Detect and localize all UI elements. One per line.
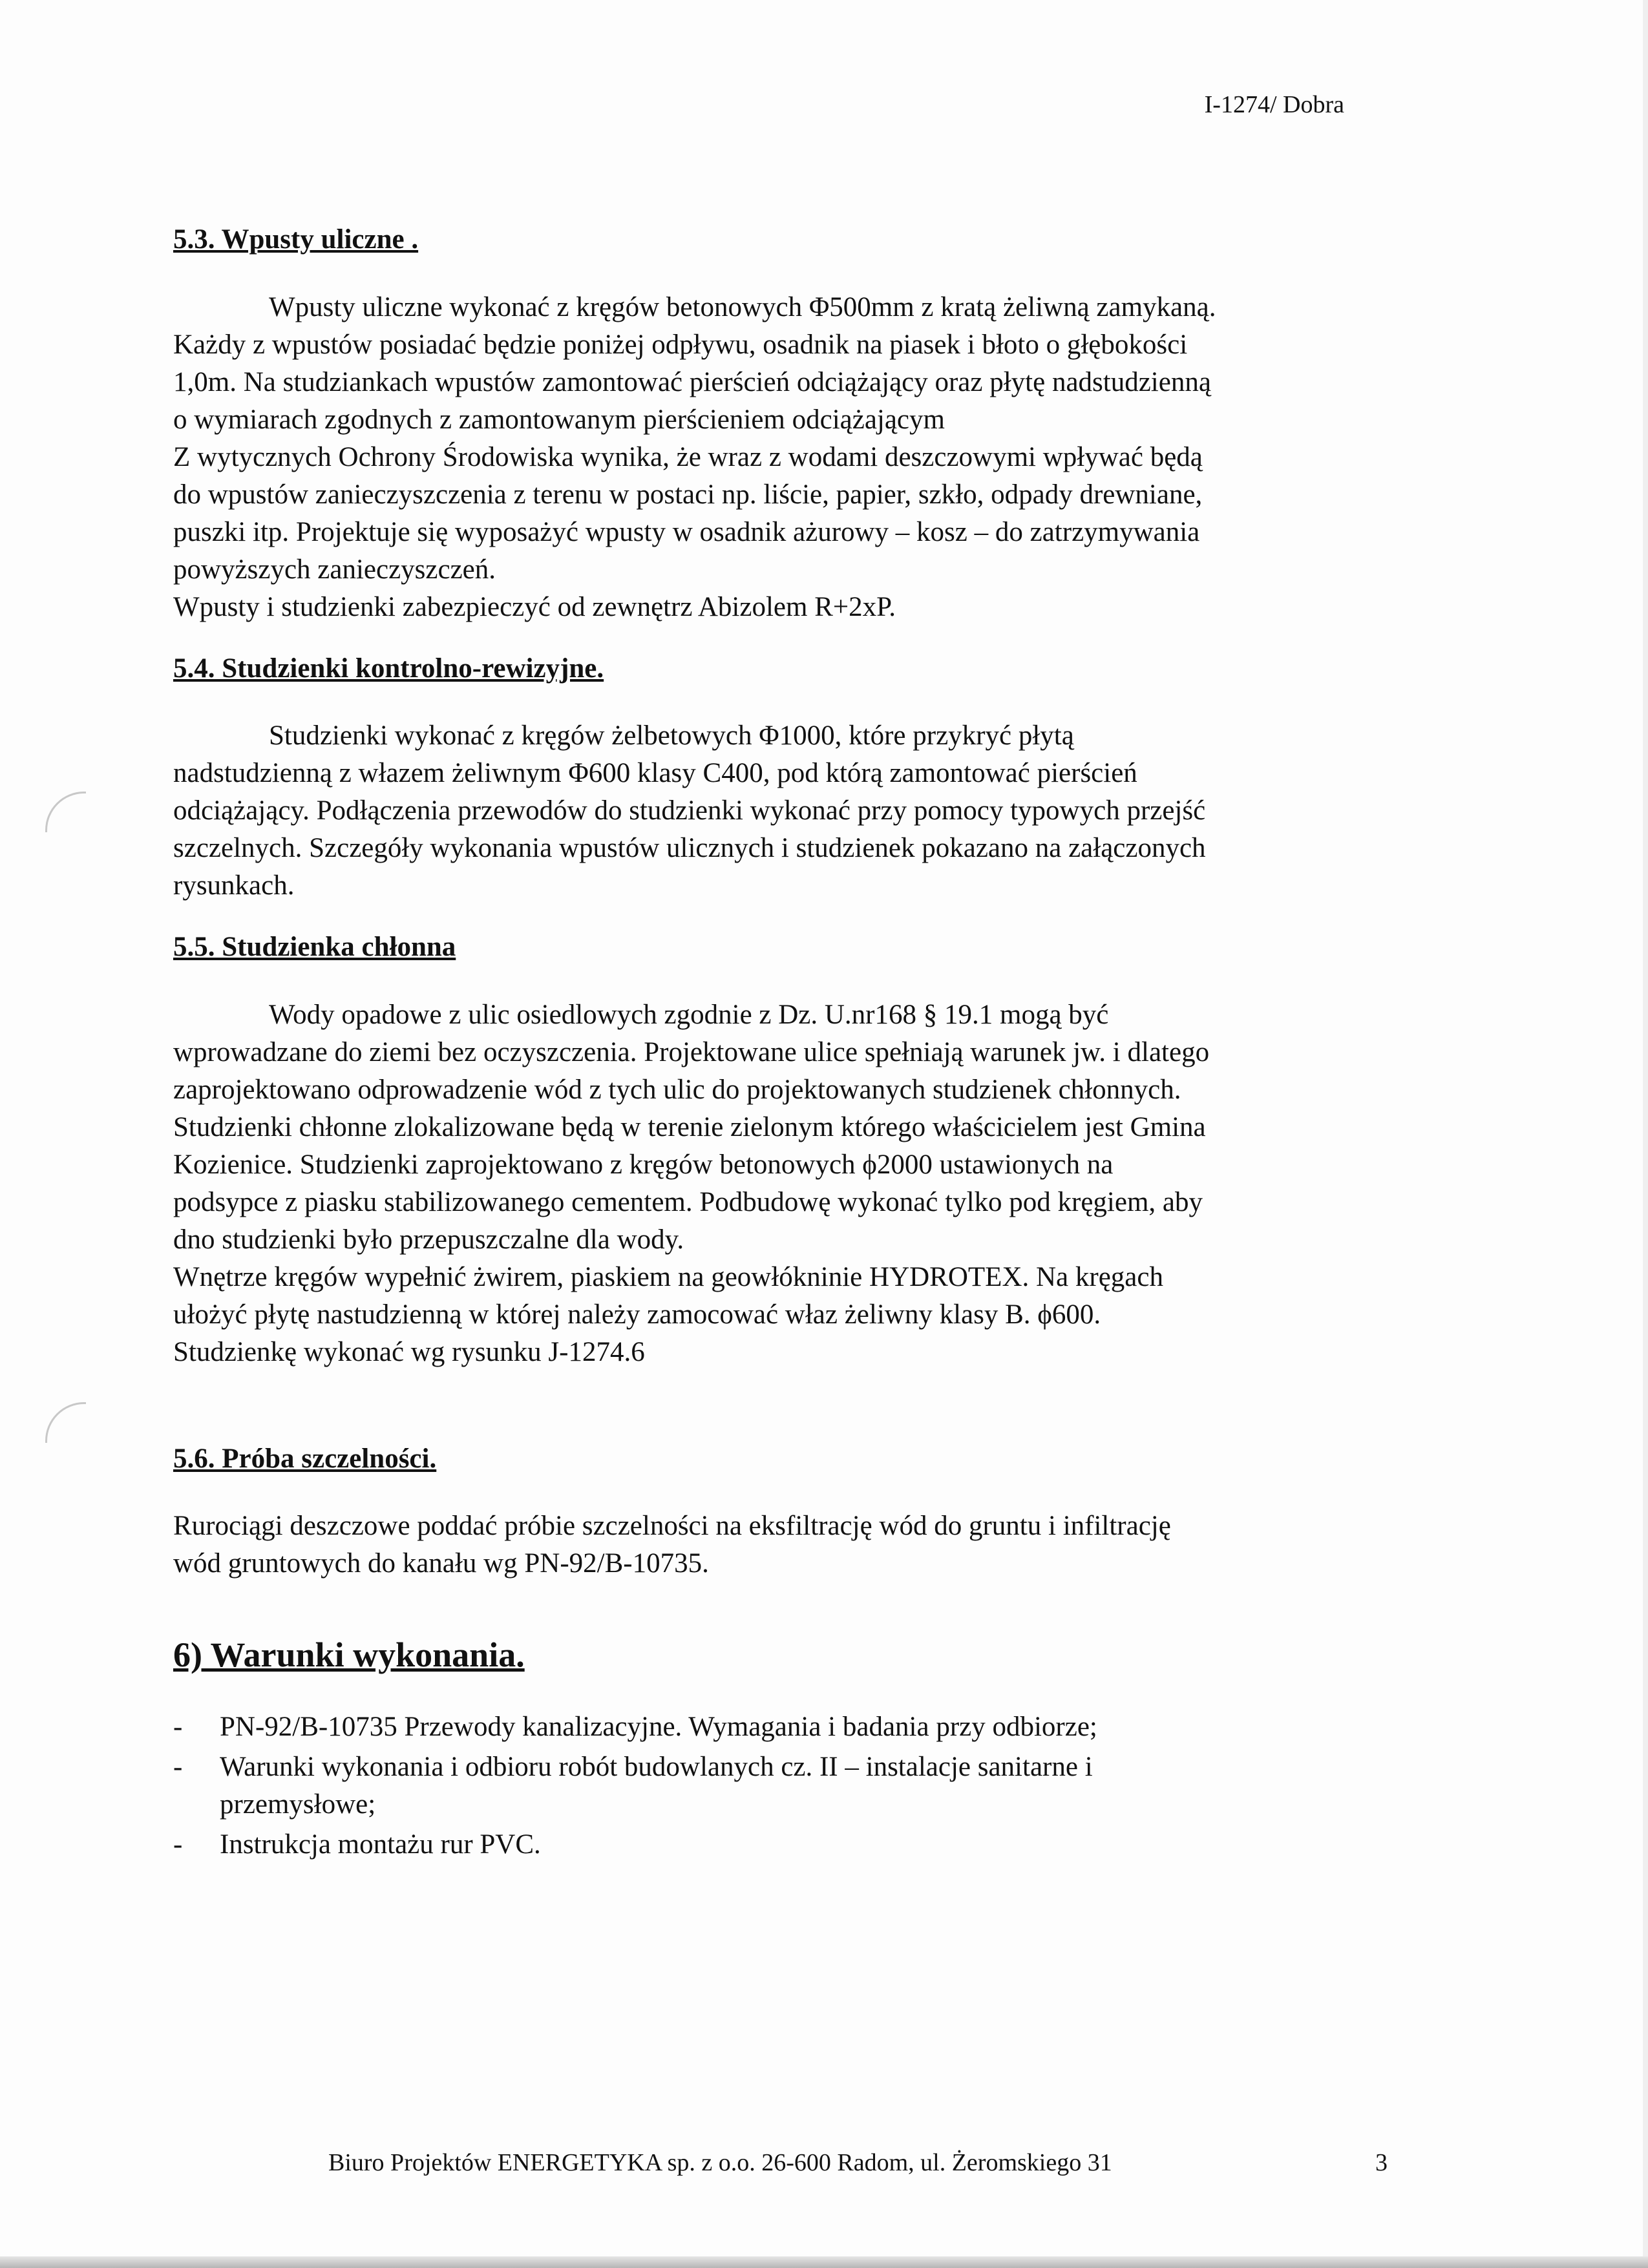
section-body-5-6 xyxy=(173,1507,1395,1582)
paragraph-line: nadstudzienną z włazem żeliwnym Φ600 klasy C400, pod którą zamontować pierścień xyxy=(173,758,1137,789)
list-bullet: - xyxy=(173,1829,183,1860)
paragraph-line: odciążający. Podłączenia przewodów do studzienki wykonać przy pomocy typowych przejść xyxy=(173,795,1206,826)
paragraph-line: Kozienice. Studzienki zaprojektowano z kręgów betonowych ϕ2000 ustawionych na xyxy=(173,1149,1114,1180)
list-item xyxy=(173,1748,1395,1823)
paragraph-line: Każdy z wpustów posiadać będzie poniżej odpływu, osadnik na piasek i błoto o głębokości xyxy=(173,329,1188,360)
paragraph-line: Studzienki chłonne zlokalizowane będą w terenie zielonym którego właścicielem jest Gmina xyxy=(173,1111,1206,1142)
paragraph-line: podsypce z piasku stabilizowanego cementem. Podbudowę wykonać tylko pod kręgiem, aby xyxy=(173,1186,1203,1217)
page-number: 3 xyxy=(1375,2149,1388,2176)
section-heading-5-4: 5.4. Studzienki kontrolno-rewizyjne. xyxy=(173,653,604,684)
paragraph-line: Z wytycznych Ochrony Środowiska wynika, że wraz z wodami deszczowymi wpływać będą xyxy=(173,441,1203,472)
paragraph-line: wprowadzane do ziemi bez oczyszczenia. Projektowane ulice spełniają warunek jw. i dlatego xyxy=(173,1036,1210,1067)
paragraph-line: Wpusty i studzienki zabezpieczyć od zewnętrz Abizolem R+2xP. xyxy=(173,591,896,622)
list-item xyxy=(173,1826,1395,1864)
list-item-text: przemysłowe; xyxy=(220,1789,376,1820)
list-item-text: PN-92/B-10735 Przewody kanalizacyjne. Wymagania i badania przy odbiorze; xyxy=(220,1712,1097,1743)
paragraph-line: o wymiarach zgodnych z zamontowanym pierścieniem odciążającym xyxy=(173,404,945,435)
paragraph-line: do wpustów zanieczyszczenia z terenu w postaci np. liście, papier, szkło, odpady drewniane, xyxy=(173,479,1203,510)
punch-hole-mark xyxy=(45,1402,86,1443)
paragraph-line: powyższych zanieczyszczeń. xyxy=(173,554,496,585)
section-heading-5-5: 5.5. Studzienka chłonna xyxy=(173,932,456,963)
paragraph-line: Wody opadowe z ulic osiedlowych zgodnie z Dz. U.nr168 § 19.1 mogą być xyxy=(269,999,1109,1030)
section-body-5-3 xyxy=(173,289,1395,626)
paragraph-line: Studzienkę wykonać wg rysunku J-1274.6 xyxy=(173,1336,645,1367)
paragraph-line: wód gruntowych do kanału wg PN-92/B-10735. xyxy=(173,1548,709,1579)
scan-edge-right xyxy=(1643,0,1648,2268)
punch-hole-mark xyxy=(45,792,86,832)
section-heading-6: 6) Warunki wykonania. xyxy=(173,1635,525,1675)
paragraph-line: puszki itp. Projektuje się wyposażyć wpusty w osadnik ażurowy – kosz – do zatrzymywania xyxy=(173,516,1200,547)
paragraph-line: zaprojektowano odprowadzenie wód z tych ulic do projektowanych studzienek chłonnych. xyxy=(173,1074,1181,1105)
paragraph-line: szczelnych. Szczegóły wykonania wpustów ulicznych i studzienek pokazano na załączonych xyxy=(173,833,1206,864)
paragraph-line: dno studzienki było przepuszczalne dla wody. xyxy=(173,1224,684,1255)
section-body-5-4 xyxy=(173,717,1395,905)
document-body xyxy=(173,223,1395,1866)
section-heading-5-6: 5.6. Próba szczelności. xyxy=(173,1443,437,1474)
list-item xyxy=(173,1708,1395,1746)
section-body-5-5 xyxy=(173,996,1395,1371)
list-bullet: - xyxy=(173,1752,183,1783)
section-heading-5-3: 5.3. Wpusty uliczne . xyxy=(173,224,419,255)
paragraph-line: Wpusty uliczne wykonać z kręgów betonowych Φ500mm z kratą żeliwną zamykaną. xyxy=(269,291,1216,322)
requirements-list xyxy=(173,1708,1395,1864)
list-item-text: Warunki wykonania i odbioru robót budowlanych cz. II – instalacje sanitarne i xyxy=(220,1752,1093,1783)
list-bullet: - xyxy=(173,1712,183,1743)
document-reference: I-1274/ Dobra xyxy=(1204,91,1344,118)
scan-edge-bottom xyxy=(0,2256,1648,2268)
paragraph-line: ułożyć płytę nastudzienną w której należy zamocować właz żeliwny klasy B. ϕ600. xyxy=(173,1299,1101,1330)
list-item-text: Instrukcja montażu rur PVC. xyxy=(220,1829,541,1860)
footer-company-address: Biuro Projektów ENERGETYKA sp. z o.o. 26-600 Radom, ul. Żeromskiego 31 xyxy=(328,2149,1112,2176)
paragraph-line: Wnętrze kręgów wypełnić żwirem, piaskiem na geowłókninie HYDROTEX. Na kręgach xyxy=(173,1261,1163,1292)
paragraph-line: Rurociągi deszczowe poddać próbie szczelności na eksfiltrację wód do gruntu i infiltrację xyxy=(173,1511,1171,1542)
paragraph-line: Studzienki wykonać z kręgów żelbetowych Φ1000, które przykryć płytą xyxy=(269,720,1074,751)
paragraph-line: 1,0m. Na studziankach wpustów zamontować pierścień odciążający oraz płytę nadstudzienną xyxy=(173,366,1211,397)
paragraph-line: rysunkach. xyxy=(173,870,295,901)
